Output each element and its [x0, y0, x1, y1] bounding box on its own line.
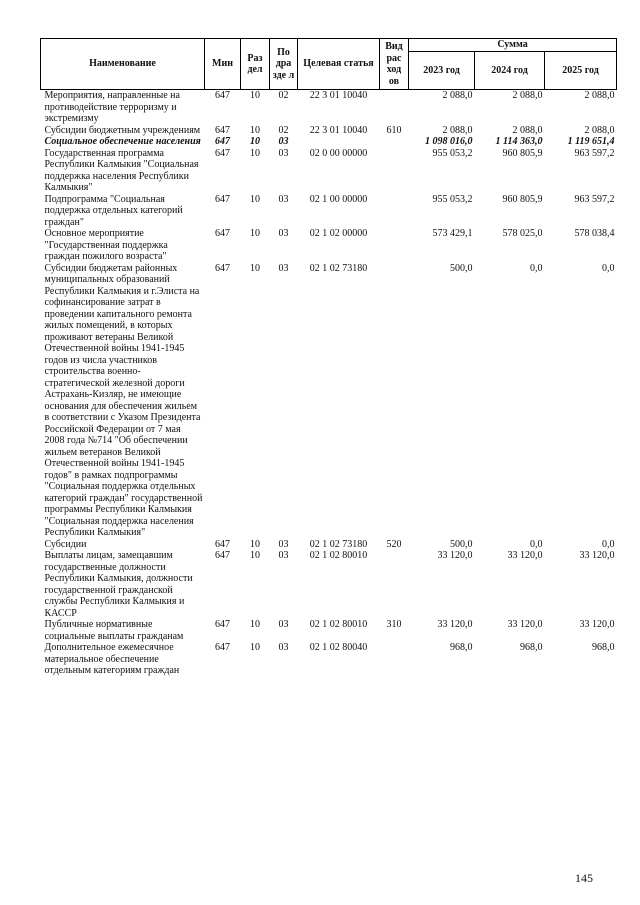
table-row	[41, 263, 617, 539]
cell-podrazdel: 03	[278, 642, 289, 653]
cell-min: 647	[215, 619, 230, 630]
cell-2025: 0,0	[602, 538, 615, 550]
cell-2024: 960 805,9	[502, 147, 543, 159]
cell-vid: 310	[386, 619, 402, 630]
cell-name: Дополнительное ежемесячное материальное обеспечение отдельным категориям граждан	[44, 642, 180, 676]
cell-2025: 1 119 651,4	[567, 136, 615, 147]
cell-podrazdel: 03	[278, 136, 289, 147]
cell-2024: 968,0	[520, 642, 543, 653]
cell-celevaya: 02 1 02 00000	[309, 228, 368, 239]
cell-name: Подпрограмма "Социальная поддержка отдельных категорий граждан"	[44, 193, 183, 228]
table-row	[41, 642, 617, 677]
cell-razdel: 10	[250, 642, 260, 653]
cell-podrazdel: 03	[278, 147, 289, 159]
budget-table	[40, 38, 617, 677]
cell-min: 647	[215, 550, 230, 561]
cell-2023: 500,0	[450, 262, 473, 274]
cell-razdel: 10	[250, 147, 260, 159]
cell-min: 647	[215, 538, 230, 550]
header-podrazdel: По дра зде л	[270, 39, 298, 90]
cell-podrazdel: 02	[278, 124, 289, 136]
cell-vid	[380, 263, 409, 539]
cell-name: Субсидии бюджетным учреждениям	[44, 124, 201, 136]
cell-celevaya: 02 1 02 73180	[309, 538, 368, 550]
table-row	[41, 125, 617, 137]
cell-2025: 968,0	[592, 642, 615, 653]
cell-2024: 0,0	[530, 538, 543, 550]
page-number: 145	[575, 871, 593, 885]
cell-celevaya: 22 3 01 10040	[309, 124, 368, 136]
header-name: Наименование	[41, 39, 205, 90]
cell-2025: 33 120,0	[579, 550, 615, 561]
cell-celevaya: 02 1 02 80010	[309, 550, 368, 561]
cell-2024: 2 088,0	[512, 90, 543, 101]
cell-razdel: 10	[250, 619, 260, 630]
cell-name: Субсидии бюджетам районных муниципальных образований Республики Калмыкия и г.Элиста на софинансирование затрат в проведении капитального ремонта жилых помещений, в которых проживают ветераны Великой Отечественной войны 1941-1945 годов из числа участников строительства военно-стратегической железной дороги Астрахань-Кизляр, не имеющие основания для обеспечения жильем в соответствии с Указом Президента Российской Федерации от 7 мая 2008 года №714 "Об обеспечении жильем ветеранов Великой Отечественной войны 1941-1945 годов" в рамках подпрограммы "Социальная поддержка отдельных категорий граждан" государственной программы Республики Калмыкия "Социальная поддержка населения Республики Калмыкия"	[44, 262, 203, 538]
cell-2024: 1 114 363,0	[495, 136, 543, 147]
header-summa: Сумма	[409, 39, 617, 52]
cell-celevaya: 02 1 02 80010	[309, 619, 368, 630]
cell-2023: 2 088,0	[442, 90, 473, 101]
cell-2023: 968,0	[450, 642, 473, 653]
cell-razdel: 10	[250, 193, 260, 205]
table-row	[41, 539, 617, 551]
cell-vid	[380, 550, 409, 619]
table-row	[41, 136, 617, 148]
cell-podrazdel: 02	[278, 90, 289, 101]
cell-celevaya: 02 1 02 73180	[309, 262, 368, 274]
cell-celevaya	[298, 136, 380, 148]
header-min: Мин	[205, 39, 241, 90]
cell-vid	[380, 148, 409, 194]
cell-2025: 33 120,0	[579, 619, 615, 630]
table-row	[41, 619, 617, 642]
table-row	[41, 90, 617, 125]
cell-2025: 963 597,2	[574, 147, 615, 159]
cell-razdel: 10	[250, 550, 260, 561]
cell-min: 647	[215, 90, 230, 101]
cell-2023: 33 120,0	[437, 550, 473, 561]
cell-name: Государственная программа Республики Калмыкия "Социальная поддержка населения Республики Калмыкия"	[44, 147, 199, 193]
cell-2024: 578 025,0	[502, 228, 543, 239]
cell-min: 647	[215, 136, 230, 147]
cell-podrazdel: 03	[278, 550, 289, 561]
cell-2024: 0,0	[530, 262, 543, 274]
cell-name: Основное мероприятие "Государственная поддержка граждан пожилого возраста"	[44, 228, 168, 262]
cell-2023: 1 098 016,0	[425, 136, 473, 147]
cell-2024: 33 120,0	[507, 619, 543, 630]
cell-razdel: 10	[250, 124, 260, 136]
table-row	[41, 148, 617, 194]
cell-min: 647	[215, 262, 230, 274]
cell-vid	[380, 194, 409, 229]
cell-podrazdel: 03	[278, 619, 289, 630]
cell-razdel: 10	[250, 228, 260, 239]
cell-podrazdel: 03	[278, 193, 289, 205]
cell-2025: 2 088,0	[584, 90, 615, 101]
header-year-2025: 2025 год	[545, 52, 617, 90]
cell-2023: 33 120,0	[437, 619, 473, 630]
cell-celevaya: 02 1 00 00000	[309, 193, 368, 205]
cell-podrazdel: 03	[278, 262, 289, 274]
cell-min: 647	[215, 193, 230, 205]
table-row	[41, 194, 617, 229]
cell-razdel: 10	[250, 136, 260, 147]
cell-2024: 33 120,0	[507, 550, 543, 561]
cell-vid	[380, 90, 409, 125]
cell-vid	[380, 642, 409, 677]
cell-2023: 573 429,1	[432, 228, 473, 239]
cell-vid: 610	[386, 124, 402, 136]
cell-celevaya: 02 0 00 00000	[309, 147, 368, 159]
table-header	[41, 39, 617, 90]
cell-2024: 960 805,9	[502, 193, 543, 205]
cell-celevaya: 02 1 02 80040	[309, 642, 368, 653]
cell-name: Выплаты лицам, замещавшим государственные должности Республики Калмыкия, должности государственной гражданской службы Республики Калмыкия и КАССР	[44, 550, 193, 619]
cell-min: 647	[215, 147, 230, 159]
cell-2025: 578 038,4	[574, 228, 615, 239]
table-body	[41, 90, 617, 677]
cell-2023: 2 088,0	[442, 124, 473, 136]
cell-razdel: 10	[250, 90, 260, 101]
cell-podrazdel: 03	[278, 538, 289, 550]
cell-2024: 2 088,0	[512, 124, 543, 136]
cell-vid: 520	[386, 538, 402, 550]
cell-name: Публичные нормативные социальные выплаты гражданам	[44, 619, 184, 642]
header-vid: Вид рас ход ов	[380, 39, 409, 90]
cell-min: 647	[215, 228, 230, 239]
cell-razdel: 10	[250, 262, 260, 274]
cell-min: 647	[215, 124, 230, 136]
cell-podrazdel: 03	[278, 228, 289, 239]
cell-2023: 500,0	[450, 538, 473, 550]
cell-min: 647	[215, 642, 230, 653]
header-year-2024: 2024 год	[475, 52, 545, 90]
cell-2025: 2 088,0	[584, 124, 615, 136]
cell-2025: 963 597,2	[574, 193, 615, 205]
cell-name: Мероприятия, направленные на противодействие терроризму и экстремизму	[44, 90, 180, 124]
cell-celevaya: 22 3 01 10040	[309, 90, 368, 101]
cell-2025: 0,0	[602, 262, 615, 274]
cell-2023: 955 053,2	[432, 147, 473, 159]
header-razdel: Раз дел	[241, 39, 270, 90]
table-row	[41, 228, 617, 263]
header-year-2023: 2023 год	[409, 52, 475, 90]
header-celevaya: Целевая статья	[298, 39, 380, 90]
table-row	[41, 550, 617, 619]
cell-vid	[380, 136, 409, 148]
cell-vid	[380, 228, 409, 263]
cell-name: Субсидии	[44, 538, 87, 550]
cell-razdel: 10	[250, 538, 260, 550]
cell-name: Социальное обеспечение населения	[44, 136, 201, 147]
cell-2023: 955 053,2	[432, 193, 473, 205]
